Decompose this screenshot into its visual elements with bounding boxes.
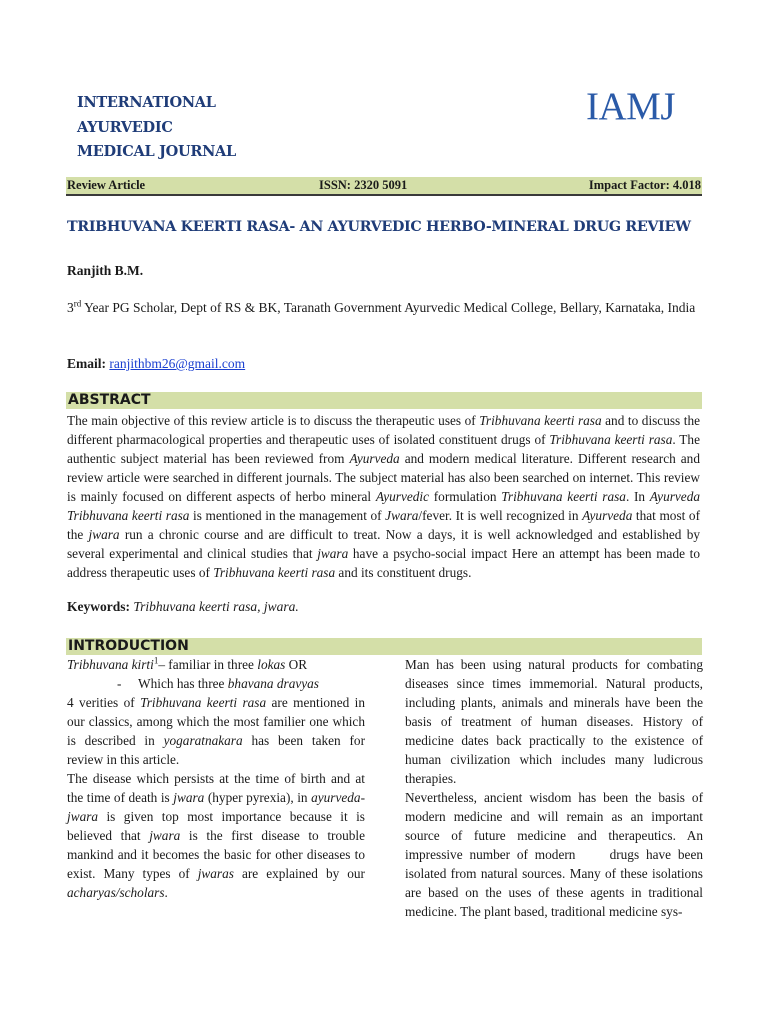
keywords-label: Keywords: (67, 599, 130, 614)
affiliation-text: Year PG Scholar, Dept of RS & BK, Taranath Government Ayurvedic Medical College, Bellary, Karnataka, India (84, 300, 696, 315)
article-title: TRIBHUVANA KEERTI RASA- AN AYURVEDIC HERBO-MINERAL DRUG REVIEW (67, 219, 691, 235)
journal-name-line-2: AYURVEDIC (77, 118, 173, 136)
introduction-right-column: Man has been using natural products for combating diseases since times immemorial. Natural products, including plants, animals and minerals have been the basis of treatment of human diseases. History of medicine dates back practically to the existence of human civilization which includes many ludicrous therapies. Nevertheless, ancient wisdom has been the basis of modern medicine and will remain as an important source of future medicine and therapeutics. An impressive number of modern drugs have been isolated from natural sources. Many of these isolations are based on the uses of these agents in traditional medicine. The plant based, traditional medicine sys- (405, 657, 703, 919)
affiliation-superscript: rd (73, 298, 82, 309)
impact-factor: Impact Factor: 4.018 (588, 178, 701, 192)
keywords-line (67, 599, 299, 615)
affiliation-number: 3 (67, 300, 74, 315)
journal-name-line-3: MEDICAL JOURNAL (77, 143, 236, 160)
author-name: Ranjith B.M. (67, 263, 144, 278)
keywords-text: Tribhuvana keerti rasa, jwara. (133, 599, 299, 614)
article-meta-bar (66, 177, 702, 196)
issn: ISSN: 2320 5091 (319, 178, 408, 192)
abstract-heading: ABSTRACT (66, 392, 702, 409)
email-line (67, 356, 245, 372)
introduction-left-column: Tribhuvana kirti$^1$– familiar in three lokas OR - Which has three bhavana dravyas 4 verities of Tribhuvana keerti rasa are mentioned in our classics, among which the most familier one which is described in yogaratnakara has been taken for review in this article. The disease which persists at the time of birth and at the time of death is jwara (hyper pyrexia), in ayurveda- jwara is given top most importance because it is believed that jwara is the first disease to trouble mankind and it becomes the basic for other diseases to exist. Many types of jwaras are explained by our acharyas/scholars. (67, 655, 365, 900)
email-label: Email: (67, 356, 106, 371)
journal-name-line-1: INTERNATIONAL (77, 94, 216, 111)
email-link[interactable]: ranjithbm26@gmail.com (109, 356, 246, 371)
article-type: Review Article (67, 178, 146, 192)
author-affiliation (67, 298, 707, 317)
journal-logo: IAMJ (586, 85, 676, 128)
abstract-body: The main objective of this review article is to discuss the therapeutic uses of Tribhuvana keerti rasa and to discuss the different pharmacological properties and therapeutic uses of isolated constituent drugs of Tribhuvana keerti rasa. The authentic subject material has been reviewed from Ayurveda and modern medical literature. Different research and review article were searched in different journals. The subject material has also been searched on internet. This review is mainly focused on different aspects of herbo mineral Ayurvedic formulation Tribhuvana keerti rasa. In Ayurveda Tribhuvana keerti rasa is mentioned in the management of Jwara/fever. It is well recognized in Ayurveda that most of the jwara run a chronic course and are difficult to treat. Now a days, it is well acknowledged and established by several experimental and clinical studies that jwara have a psycho-social impact Here an attempt has been made to address therapeutic uses of Tribhuvana keerti rasa and its constituent drugs. (67, 413, 701, 580)
journal-name (77, 91, 236, 165)
introduction-heading: INTRODUCTION (66, 638, 702, 655)
